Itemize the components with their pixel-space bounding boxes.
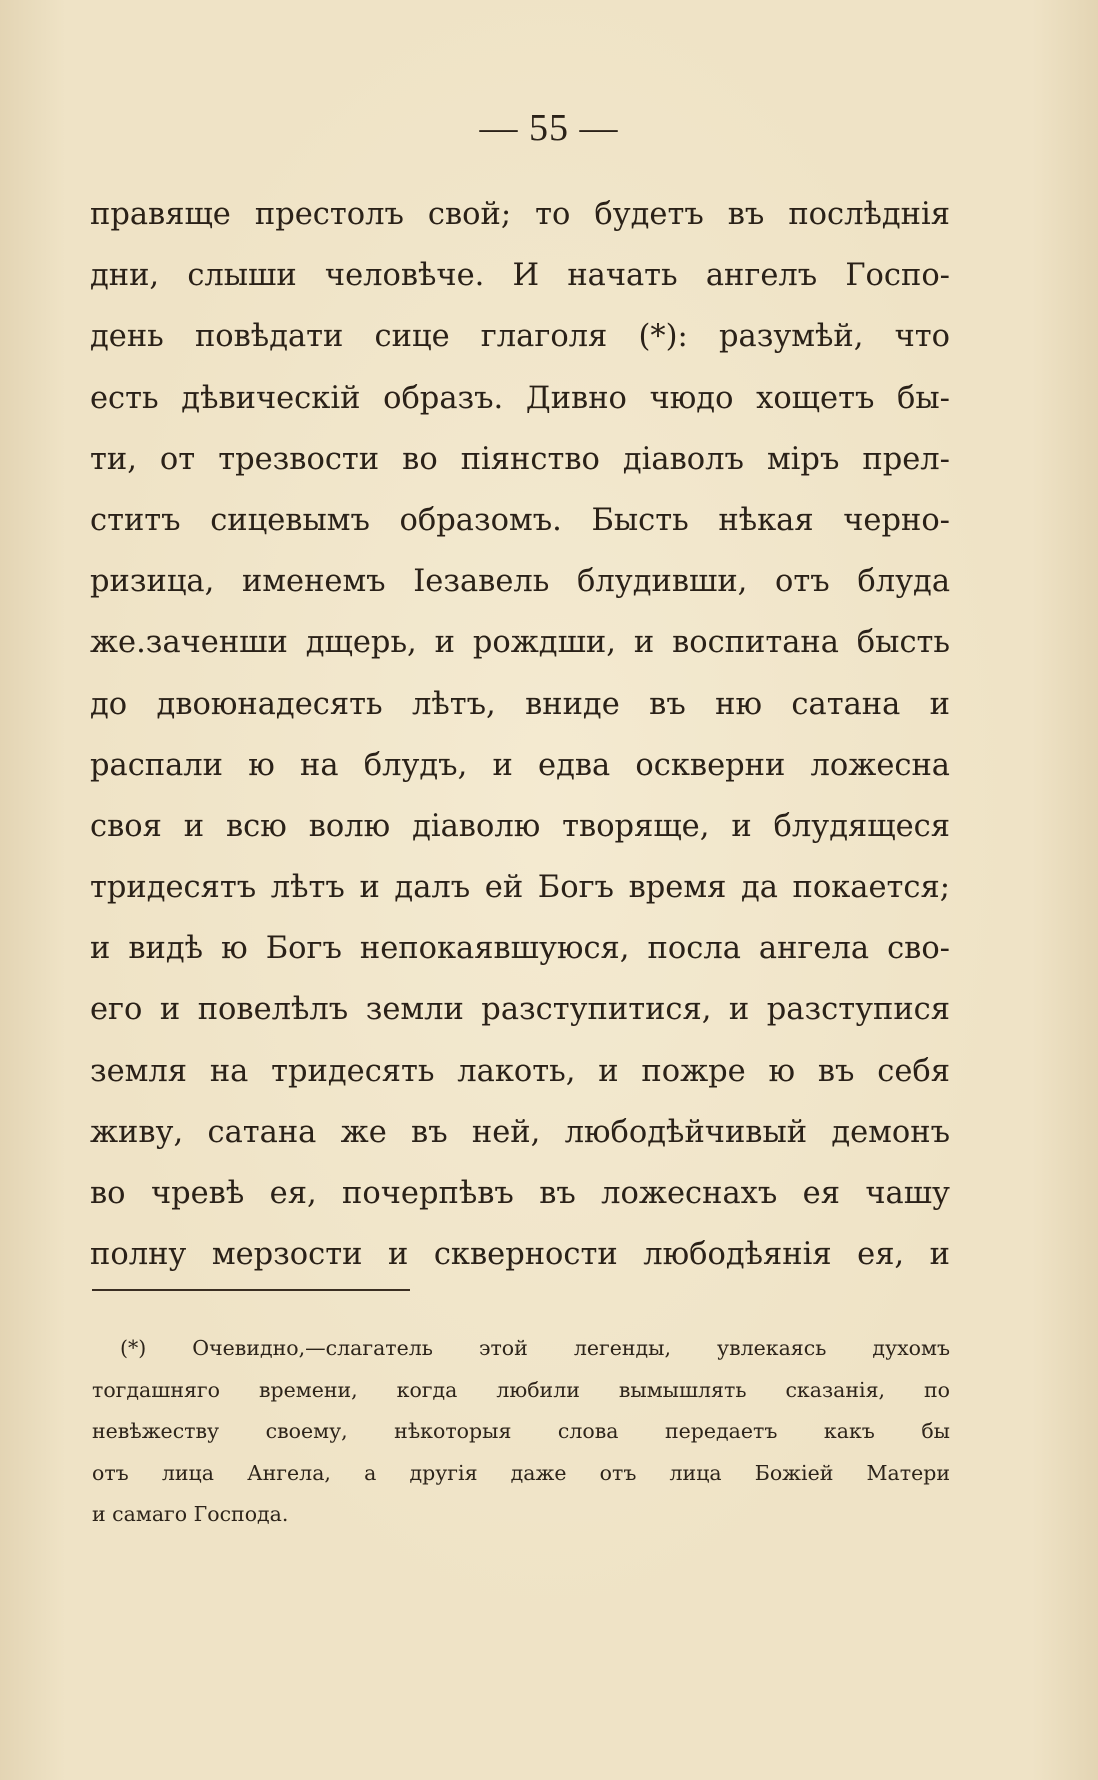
- text-line: своя и всю волю діаволю творяще, и блудящеся: [90, 808, 950, 844]
- text-line: ризица, именемъ Іезавель блудивши, отъ блуда: [90, 564, 950, 600]
- text-line: его и повелѣлъ земли разступитися, и разступися: [90, 992, 950, 1028]
- main-text-block: [90, 184, 950, 1285]
- text-line: во чревѣ ея, почерпѣвъ въ ложеснахъ ея чашу: [90, 1176, 950, 1211]
- text-line: тридесятъ лѣтъ и далъ ей Богъ время да покается;: [90, 870, 950, 906]
- text-line: ститъ сицевымъ образомъ. Бысть нѣкая черно-: [90, 502, 950, 538]
- text-line: полну мерзости и скверности любодѣянія ея, и: [90, 1237, 950, 1273]
- text-line: распали ю на блудъ, и едва оскверни ложесна: [90, 747, 950, 783]
- text-line: есть дѣвическій образъ. Дивно чюдо хощетъ бы-: [90, 380, 950, 416]
- footnote-line: отъ лица Ангела, а другія даже отъ лица Божіей Матери: [92, 1460, 950, 1485]
- text-line: земля на тридесять лакоть, и пожре ю въ себя: [90, 1053, 950, 1089]
- text-line: дни, слыши человѣче. И начать ангелъ Госпо-: [90, 258, 950, 294]
- footnote-block: [92, 1328, 950, 1536]
- text-line: живу, сатана же въ ней, любодѣйчивый демонъ: [90, 1114, 950, 1150]
- footnote-line: и самаго Господа.: [92, 1502, 289, 1527]
- footnote-line: невѣжеству своему, нѣкоторыя слова передаетъ какъ бы: [92, 1419, 950, 1444]
- footnote-divider: [92, 1289, 410, 1291]
- page-number: — 55 —: [479, 107, 619, 149]
- footnote-line: тогдашняго времени, когда любили вымышлять сказанія, по: [92, 1377, 950, 1402]
- text-line: правяще престолъ свой; то будетъ въ послѣднія: [90, 197, 950, 232]
- text-line: до двоюнадесять лѣтъ, вниде въ ню сатана и: [90, 686, 950, 722]
- footnote-line: (*) Очевидно,—слагатель этой легенды, увлекаясь духомъ: [120, 1336, 950, 1360]
- text-line: день повѣдати сице глаголя (*): разумѣй, что: [90, 319, 950, 355]
- text-line: ти, от трезвости во піянство діаволъ міръ прел-: [90, 441, 950, 477]
- text-line: же.заченши дщерь, и рождши, и воспитана бысть: [90, 625, 950, 661]
- text-line: и видѣ ю Богъ непокаявшуюся, посла ангела сво-: [90, 931, 950, 967]
